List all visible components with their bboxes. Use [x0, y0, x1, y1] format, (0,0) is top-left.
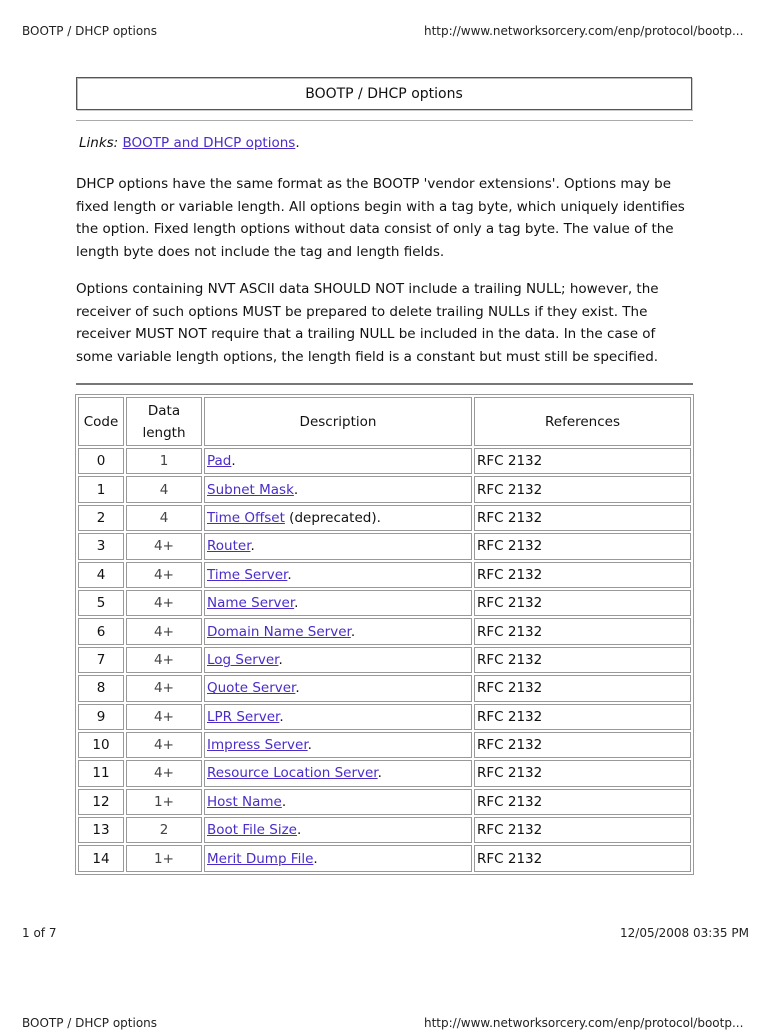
page-title: BOOTP / DHCP options	[305, 85, 463, 102]
cell-code: 2	[78, 505, 124, 531]
header-data-length-line1: Data	[147, 402, 181, 419]
cell-reference: RFC 2132	[474, 562, 691, 588]
table-row	[78, 618, 691, 644]
cell-description	[204, 590, 472, 616]
cell-reference: RFC 2132	[474, 789, 691, 815]
cell-description	[204, 448, 472, 474]
option-note: .	[250, 538, 255, 555]
option-link[interactable]: Name Server	[207, 595, 295, 612]
cell-description	[204, 817, 472, 843]
cell-code: 0	[78, 448, 124, 474]
cell-description	[204, 760, 472, 786]
dhcp-options-table	[75, 394, 694, 875]
cell-description	[204, 789, 472, 815]
cell-description	[204, 704, 472, 730]
option-note: .	[296, 822, 302, 839]
option-note: .	[281, 793, 287, 810]
cell-reference: RFC 2132	[474, 675, 691, 701]
cell-length: 1+	[126, 845, 202, 871]
cell-reference: RFC 2132	[474, 845, 691, 871]
cell-description	[204, 505, 472, 531]
cell-reference: RFC 2132	[474, 505, 691, 531]
cell-code: 12	[78, 789, 124, 815]
cell-length: 4+	[126, 647, 202, 673]
option-note: .	[294, 595, 299, 612]
cell-code: 10	[78, 732, 124, 758]
cell-length: 4+	[126, 704, 202, 730]
cell-reference: RFC 2132	[474, 533, 691, 559]
option-note: .	[307, 737, 312, 754]
cell-reference: RFC 2132	[474, 760, 691, 786]
option-note: .	[287, 566, 292, 583]
table-header-row	[78, 397, 691, 446]
cell-code: 1	[78, 476, 124, 502]
option-note: .	[295, 680, 300, 697]
cell-code: 4	[78, 562, 124, 588]
cell-reference: RFC 2132	[474, 476, 691, 502]
table-row	[78, 448, 691, 474]
cell-description	[204, 845, 472, 871]
table-row	[78, 704, 691, 730]
header-code: Code	[78, 397, 124, 446]
header-references: References	[474, 397, 691, 446]
cell-code: 6	[78, 618, 124, 644]
cell-description	[204, 732, 472, 758]
cell-reference: RFC 2132	[474, 732, 691, 758]
links-suffix: .	[295, 135, 300, 151]
cell-length: 1+	[126, 789, 202, 815]
table-row	[78, 476, 691, 502]
option-link[interactable]: Resource Location Server	[207, 765, 378, 782]
option-note: .	[279, 708, 284, 725]
table-row	[78, 760, 691, 786]
cell-length: 4+	[126, 562, 202, 588]
print-datetime: 12/05/2008 03:35 PM	[620, 926, 749, 940]
cell-reference: RFC 2132	[474, 590, 691, 616]
option-link[interactable]: Log Server	[207, 651, 279, 668]
cell-length: 4	[126, 505, 202, 531]
cell-length: 4+	[126, 618, 202, 644]
option-link[interactable]: Pad	[207, 453, 232, 470]
table-row	[78, 817, 691, 843]
next-page-header-url: http://www.networksorcery.com/enp/protocol/bootp...	[424, 1016, 744, 1030]
cell-length: 4+	[126, 590, 202, 616]
table-row	[78, 505, 691, 531]
header-description: Description	[204, 397, 472, 446]
table-row	[78, 789, 691, 815]
cell-length: 4+	[126, 533, 202, 559]
option-link[interactable]: Time Server	[207, 566, 288, 583]
cell-code: 5	[78, 590, 124, 616]
cell-description	[204, 533, 472, 559]
cell-code: 7	[78, 647, 124, 673]
cell-reference: RFC 2132	[474, 618, 691, 644]
option-link[interactable]: Router	[207, 538, 251, 555]
option-link[interactable]: Domain Name Server	[207, 623, 351, 640]
cell-length: 4+	[126, 675, 202, 701]
option-note: .	[278, 651, 283, 668]
cell-length: 2	[126, 817, 202, 843]
option-link[interactable]: Boot File Size	[207, 822, 297, 839]
option-link[interactable]: Time Offset	[207, 509, 285, 526]
next-page-header-title: BOOTP / DHCP options	[22, 1016, 158, 1030]
page-title-box	[76, 77, 692, 110]
title-divider	[76, 120, 693, 121]
option-note: .	[293, 481, 299, 498]
cell-description	[204, 476, 472, 502]
bootp-dhcp-options-link[interactable]: BOOTP and DHCP options	[122, 135, 296, 151]
option-link[interactable]: Quote Server	[207, 680, 296, 697]
cell-description	[204, 562, 472, 588]
table-row	[78, 562, 691, 588]
cell-reference: RFC 2132	[474, 647, 691, 673]
cell-reference: RFC 2132	[474, 704, 691, 730]
option-note: .	[350, 623, 356, 640]
option-note: .	[377, 765, 382, 782]
option-link[interactable]: Impress Server	[207, 737, 308, 754]
table-row	[78, 590, 691, 616]
table-row	[78, 845, 691, 871]
cell-description	[204, 675, 472, 701]
cell-code: 8	[78, 675, 124, 701]
links-label: Links:	[79, 135, 119, 151]
table-row	[78, 647, 691, 673]
intro-paragraph: DHCP options have the same format as the BOOTP 'vendor extensions'. Options may be fixed length or variable length. All options begin with a tag byte, which uniquely identifies the option. Fixed length options without data consist of only a tag byte. The value of the length byte does not include the tag and length fields.	[76, 176, 685, 260]
cell-length: 4	[126, 476, 202, 502]
option-link[interactable]: Subnet Mask	[207, 481, 294, 498]
print-header-title: BOOTP / DHCP options	[22, 24, 158, 38]
cell-code: 3	[78, 533, 124, 559]
option-note: .	[313, 850, 318, 867]
cell-code: 14	[78, 845, 124, 871]
cell-description	[204, 618, 472, 644]
page-number: 1 of 7	[22, 926, 57, 940]
option-link[interactable]: LPR Server	[207, 708, 280, 725]
links-line	[79, 133, 300, 153]
cell-length: 4+	[126, 760, 202, 786]
table-row	[78, 732, 691, 758]
cell-description	[204, 647, 472, 673]
cell-length: 4+	[126, 732, 202, 758]
cell-reference: RFC 2132	[474, 817, 691, 843]
cell-length: 1	[126, 448, 202, 474]
cell-code: 13	[78, 817, 124, 843]
cell-reference: RFC 2132	[474, 448, 691, 474]
cell-code: 9	[78, 704, 124, 730]
header-data-length	[126, 397, 202, 446]
print-header-url: http://www.networksorcery.com/enp/protocol/bootp...	[424, 24, 744, 38]
option-note: (deprecated).	[284, 509, 381, 526]
nvt-ascii-paragraph: Options containing NVT ASCII data SHOULD NOT include a trailing NULL; however, the receiver of such options MUST be prepared to delete trailing NULLs if they exist. The receiver MUST NOT require that a trailing NULL be included in the data. In the case of some variable length options, the length field is a constant but must still be specified.	[76, 281, 659, 365]
cell-code: 11	[78, 760, 124, 786]
option-note: .	[231, 453, 236, 470]
option-link[interactable]: Merit Dump File	[207, 850, 314, 867]
option-link[interactable]: Host Name	[207, 793, 282, 810]
table-row	[78, 675, 691, 701]
table-row	[78, 533, 691, 559]
header-data-length-line2: length	[142, 424, 186, 441]
table-divider	[76, 383, 693, 385]
